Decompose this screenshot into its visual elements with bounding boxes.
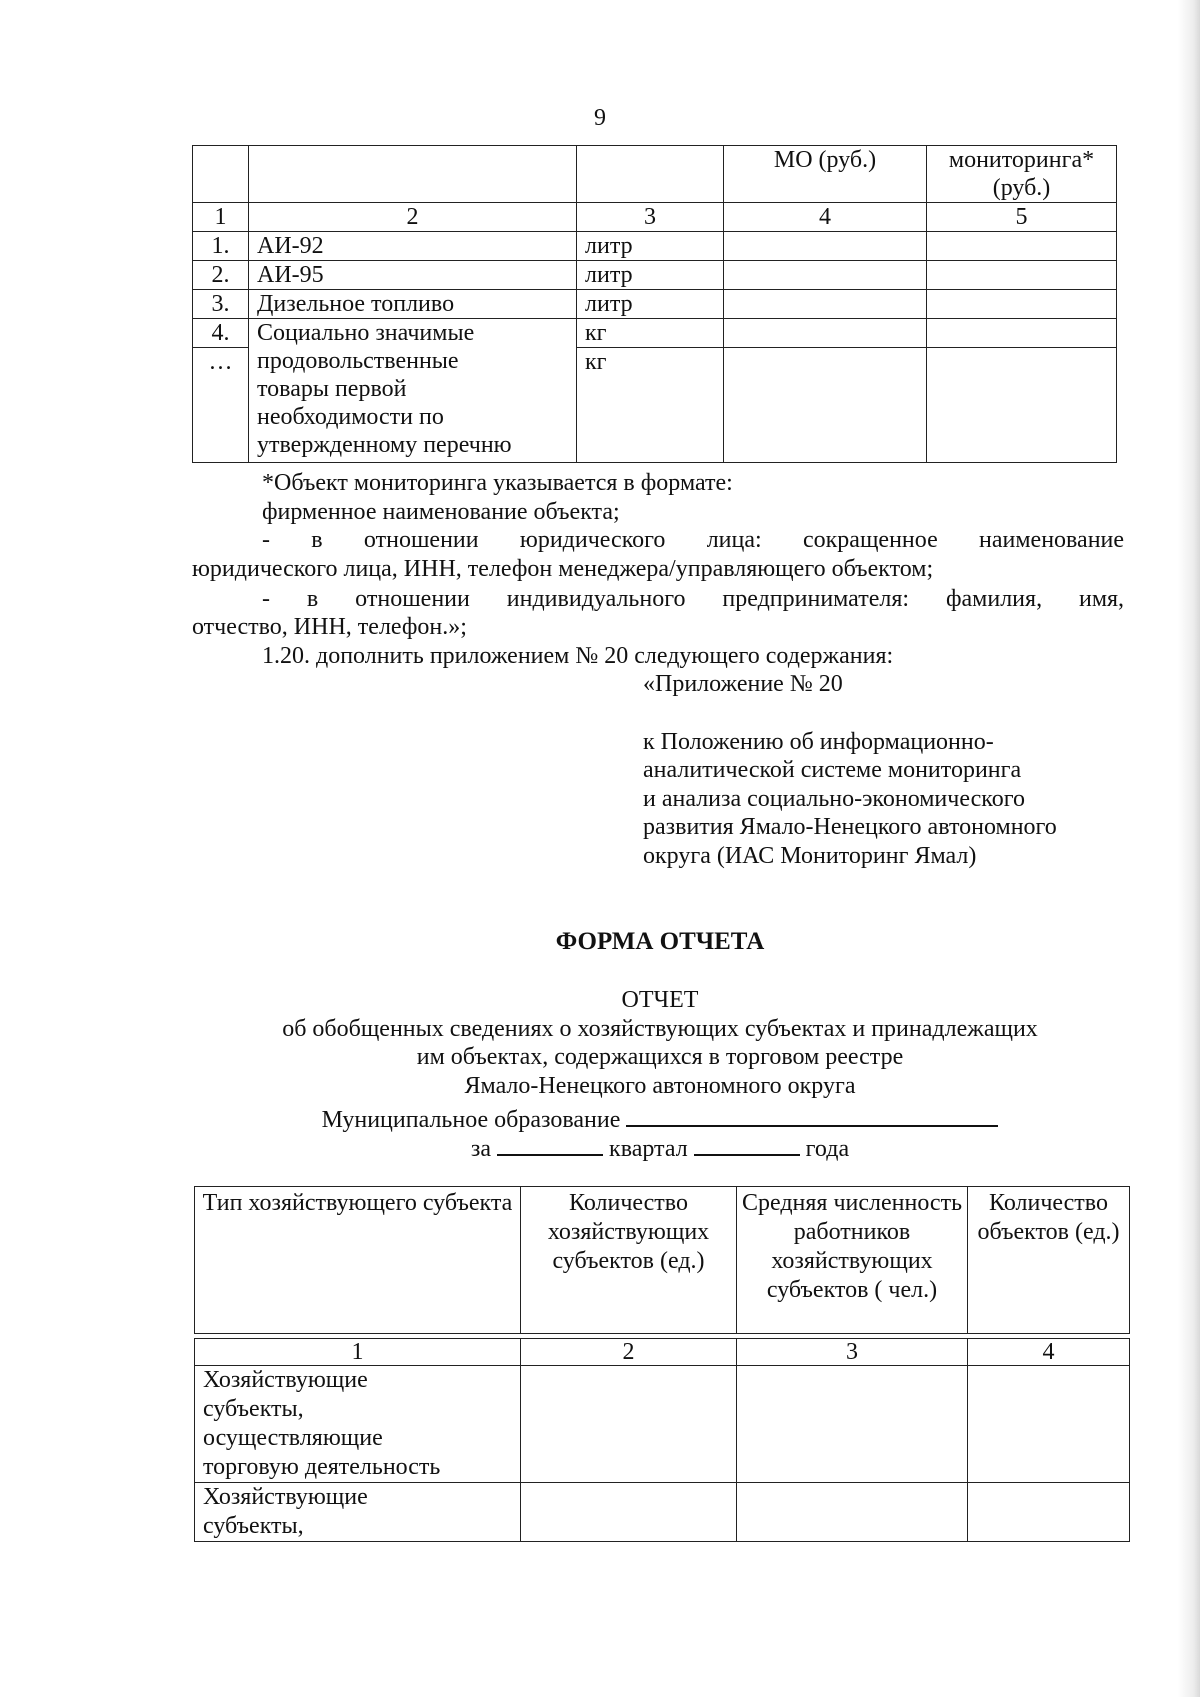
table-row xyxy=(193,319,1117,348)
header-cell: Средняя численность работников хозяйствующих субъектов ( чел.) xyxy=(737,1187,968,1334)
price-cell xyxy=(927,348,1117,463)
appendix-line: и анализа социально-экономического xyxy=(643,786,1025,812)
row-name-line: продовольственные xyxy=(257,348,459,374)
value-cell xyxy=(737,1366,968,1483)
column-number: 2 xyxy=(521,1339,737,1366)
note-line: юридического лица, ИНН, телефон менеджера/управляющего объектом; xyxy=(192,556,934,582)
period-za: за xyxy=(470,1136,492,1162)
table-row xyxy=(193,261,1117,290)
price-cell xyxy=(724,348,927,463)
table-row xyxy=(195,1366,1130,1483)
report-title: ОТЧЕТ xyxy=(621,987,699,1013)
price-cell xyxy=(724,232,927,261)
row-name-line: Социально значимые xyxy=(257,320,475,346)
appendix-line: развития Ямало-Ненецкого автономного xyxy=(643,814,1057,840)
row-label-line: субъекты, xyxy=(203,1513,304,1539)
row-unit: литр xyxy=(577,232,724,261)
form-title: ФОРМА ОТЧЕТА xyxy=(555,928,765,955)
header-cell: Количество хозяйствующих субъектов (ед.) xyxy=(521,1187,737,1334)
word: индивидуального xyxy=(506,586,686,612)
word: сокращенное xyxy=(802,527,938,553)
row-name-line: товары первой xyxy=(257,376,407,402)
row-name-line: необходимости по xyxy=(257,404,444,430)
price-cell xyxy=(927,290,1117,319)
appendix-title: «Приложение № 20 xyxy=(643,671,843,697)
appendix-line: аналитической системе мониторинга xyxy=(643,757,1022,783)
report-table xyxy=(194,1186,1130,1542)
row-label xyxy=(195,1366,521,1483)
period-goda: года xyxy=(805,1136,850,1162)
header-cell: Количество объектов (ед.) xyxy=(968,1187,1130,1334)
column-number: 3 xyxy=(737,1339,968,1366)
value-cell xyxy=(968,1483,1130,1542)
note-line: фирменное наименование объекта; xyxy=(262,499,620,525)
column-numbers-row xyxy=(193,203,1117,232)
row-number: … xyxy=(193,348,249,463)
header-cell: Тип хозяйствующего субъекта xyxy=(195,1187,521,1334)
price-cell xyxy=(927,261,1117,290)
municipality-label: Муниципальное образование xyxy=(321,1107,621,1133)
note-line: *Объект мониторинга указывается в формате: xyxy=(262,470,733,496)
price-cell xyxy=(724,290,927,319)
price-cell xyxy=(927,319,1117,348)
header-cell xyxy=(249,146,577,203)
row-number: 1. xyxy=(193,232,249,261)
value-cell xyxy=(968,1366,1130,1483)
column-number: 1 xyxy=(195,1339,521,1366)
word: имя, xyxy=(1078,586,1125,612)
row-unit: кг xyxy=(577,319,724,348)
word: юридического xyxy=(519,527,666,553)
row-label-line: субъекты, xyxy=(203,1396,304,1422)
word: - в xyxy=(262,527,323,553)
header-cell-mo: МО (руб.) xyxy=(724,146,927,203)
page-edge-shadow xyxy=(1178,0,1200,1697)
column-number: 4 xyxy=(968,1339,1130,1366)
note-justified-line xyxy=(262,585,1124,613)
row-name-multiline xyxy=(249,319,577,463)
table-header-row xyxy=(195,1187,1130,1334)
column-number: 5 xyxy=(927,203,1117,232)
prices-table xyxy=(192,145,1117,463)
amendment-line: 1.20. дополнить приложением № 20 следующего содержания: xyxy=(262,643,894,669)
appendix-line: к Положению об информационно- xyxy=(643,729,994,755)
report-subtitle: об обобщенных сведениях о хозяйствующих субъектах и принадлежащих xyxy=(282,1016,1038,1042)
row-label-line: Хозяйствующие xyxy=(203,1484,368,1510)
row-number: 3. xyxy=(193,290,249,319)
page-number: 9 xyxy=(594,105,606,131)
period-kvartal: квартал xyxy=(609,1136,688,1162)
value-cell xyxy=(737,1483,968,1542)
row-label-line: осуществляющие xyxy=(203,1425,383,1451)
table-row xyxy=(193,290,1117,319)
appendix-line: округа (ИАС Мониторинг Ямал) xyxy=(643,843,977,869)
value-cell xyxy=(521,1483,737,1542)
year-blank[interactable] xyxy=(694,1130,800,1156)
row-name: АИ-92 xyxy=(249,232,577,261)
row-unit: литр xyxy=(577,290,724,319)
table-row xyxy=(193,232,1117,261)
row-number: 4. xyxy=(193,319,249,348)
word: наименование xyxy=(979,527,1125,553)
report-subtitle: им объектах, содержащихся в торговом реестре xyxy=(416,1044,904,1070)
word: отношении xyxy=(363,527,479,553)
row-name: АИ-95 xyxy=(249,261,577,290)
price-cell xyxy=(927,232,1117,261)
price-cell xyxy=(724,261,927,290)
table-header-row xyxy=(193,146,1117,203)
word: фамилия, xyxy=(945,586,1043,612)
note-justified-line xyxy=(262,526,1124,554)
column-number: 1 xyxy=(193,203,249,232)
quarter-blank[interactable] xyxy=(497,1130,603,1156)
row-label-line: Хозяйствующие xyxy=(203,1367,368,1393)
column-numbers-row xyxy=(195,1339,1130,1366)
row-unit: литр xyxy=(577,261,724,290)
row-unit: кг xyxy=(577,348,724,463)
price-cell xyxy=(724,319,927,348)
row-label-line: торговую деятельность xyxy=(203,1454,441,1480)
row-name: Дизельное топливо xyxy=(249,290,577,319)
column-number: 2 xyxy=(249,203,577,232)
word: предпринимателя: xyxy=(722,586,910,612)
header-cell xyxy=(577,146,724,203)
word: - в xyxy=(262,586,319,612)
column-number: 3 xyxy=(577,203,724,232)
row-label xyxy=(195,1483,521,1542)
table-row xyxy=(195,1483,1130,1542)
report-subtitle: Ямало-Ненецкого автономного округа xyxy=(464,1073,856,1099)
header-cell-monitoring: мониторинга* (руб.) xyxy=(927,146,1117,203)
period-line xyxy=(0,1130,1200,1163)
word: лица: xyxy=(706,527,762,553)
row-number: 2. xyxy=(193,261,249,290)
municipality-blank[interactable] xyxy=(626,1101,998,1127)
header-cell xyxy=(193,146,249,203)
row-name-line: утвержденному перечню xyxy=(257,432,512,458)
column-number: 4 xyxy=(724,203,927,232)
note-line: отчество, ИНН, телефон.»; xyxy=(192,614,467,640)
value-cell xyxy=(521,1366,737,1483)
word: отношении xyxy=(355,586,470,612)
